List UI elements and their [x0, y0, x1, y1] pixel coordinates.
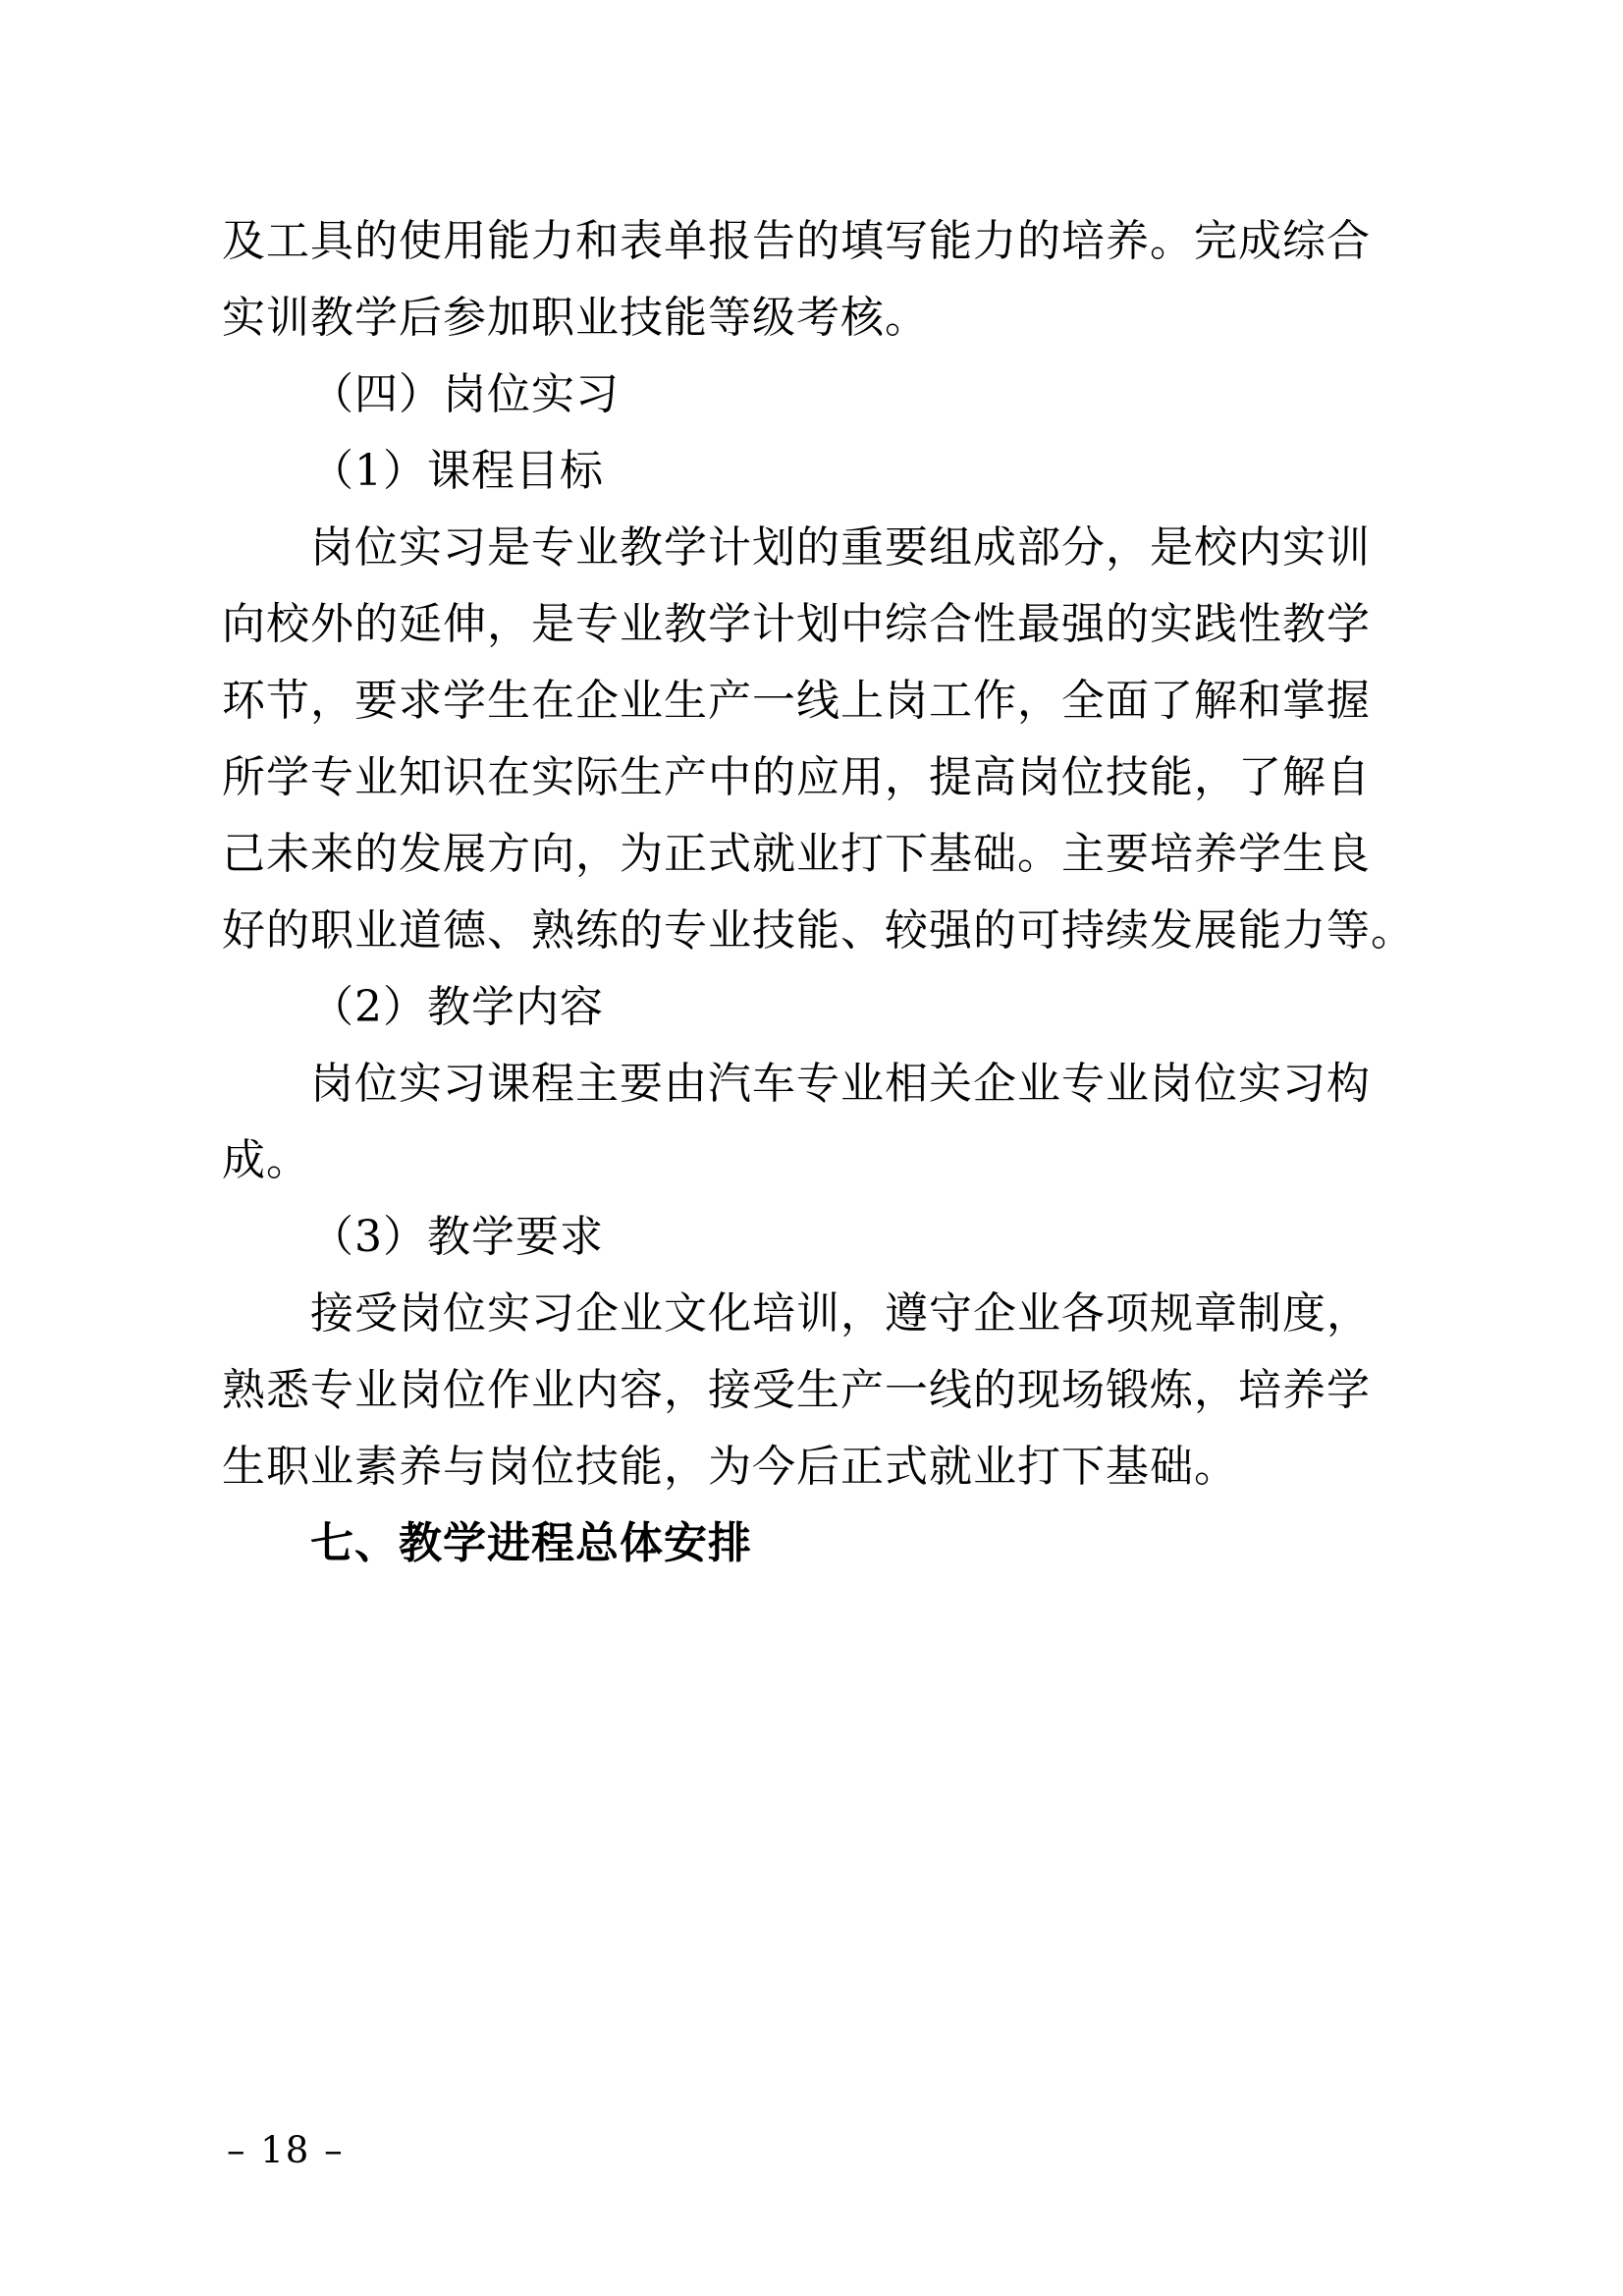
- text-line: （2）教学内容: [310, 982, 604, 1032]
- text-line: 实训教学后参加职业技能等级考核。: [222, 293, 929, 343]
- text-line: 成。: [222, 1135, 310, 1185]
- text-line: 向校外的延伸，是专业教学计划中综合性最强的实践性教学: [222, 599, 1371, 649]
- page-number: – 18 –: [227, 2129, 345, 2171]
- text-line: （1）课程目标: [310, 446, 604, 496]
- text-line: 岗位实习是专业教学计划的重要组成部分，是校内实训: [310, 522, 1371, 573]
- text-line: 及工具的使用能力和表单报告的填写能力的培养。完成综合: [222, 216, 1371, 266]
- text-line: 环节，要求学生在企业生产一线上岗工作，全面了解和掌握: [222, 676, 1371, 726]
- text-line: 接受岗位实习企业文化培训，遵守企业各项规章制度，: [310, 1288, 1371, 1339]
- text-line: （四）岗位实习: [310, 369, 620, 419]
- text-line: 岗位实习课程主要由汽车专业相关企业专业岗位实习构: [310, 1059, 1371, 1109]
- text-line: 己未来的发展方向，为正式就业打下基础。主要培养学生良: [222, 829, 1371, 879]
- text-line: 好的职业道德、熟练的专业技能、较强的可持续发展能力等。: [222, 893, 1449, 969]
- text-line: 熟悉专业岗位作业内容，接受生产一线的现场锻炼，培养学: [222, 1365, 1371, 1415]
- squeezed-period: 。: [1371, 905, 1415, 956]
- text-line: 七、教学进程总体安排: [310, 1518, 752, 1568]
- text-line: （3）教学要求: [310, 1212, 604, 1262]
- text-line: 生职业素养与岗位技能，为今后正式就业打下基础。: [222, 1442, 1238, 1492]
- document-body: [222, 203, 1449, 1582]
- text-line: 所学专业知识在实际生产中的应用，提高岗位技能，了解自: [222, 752, 1371, 802]
